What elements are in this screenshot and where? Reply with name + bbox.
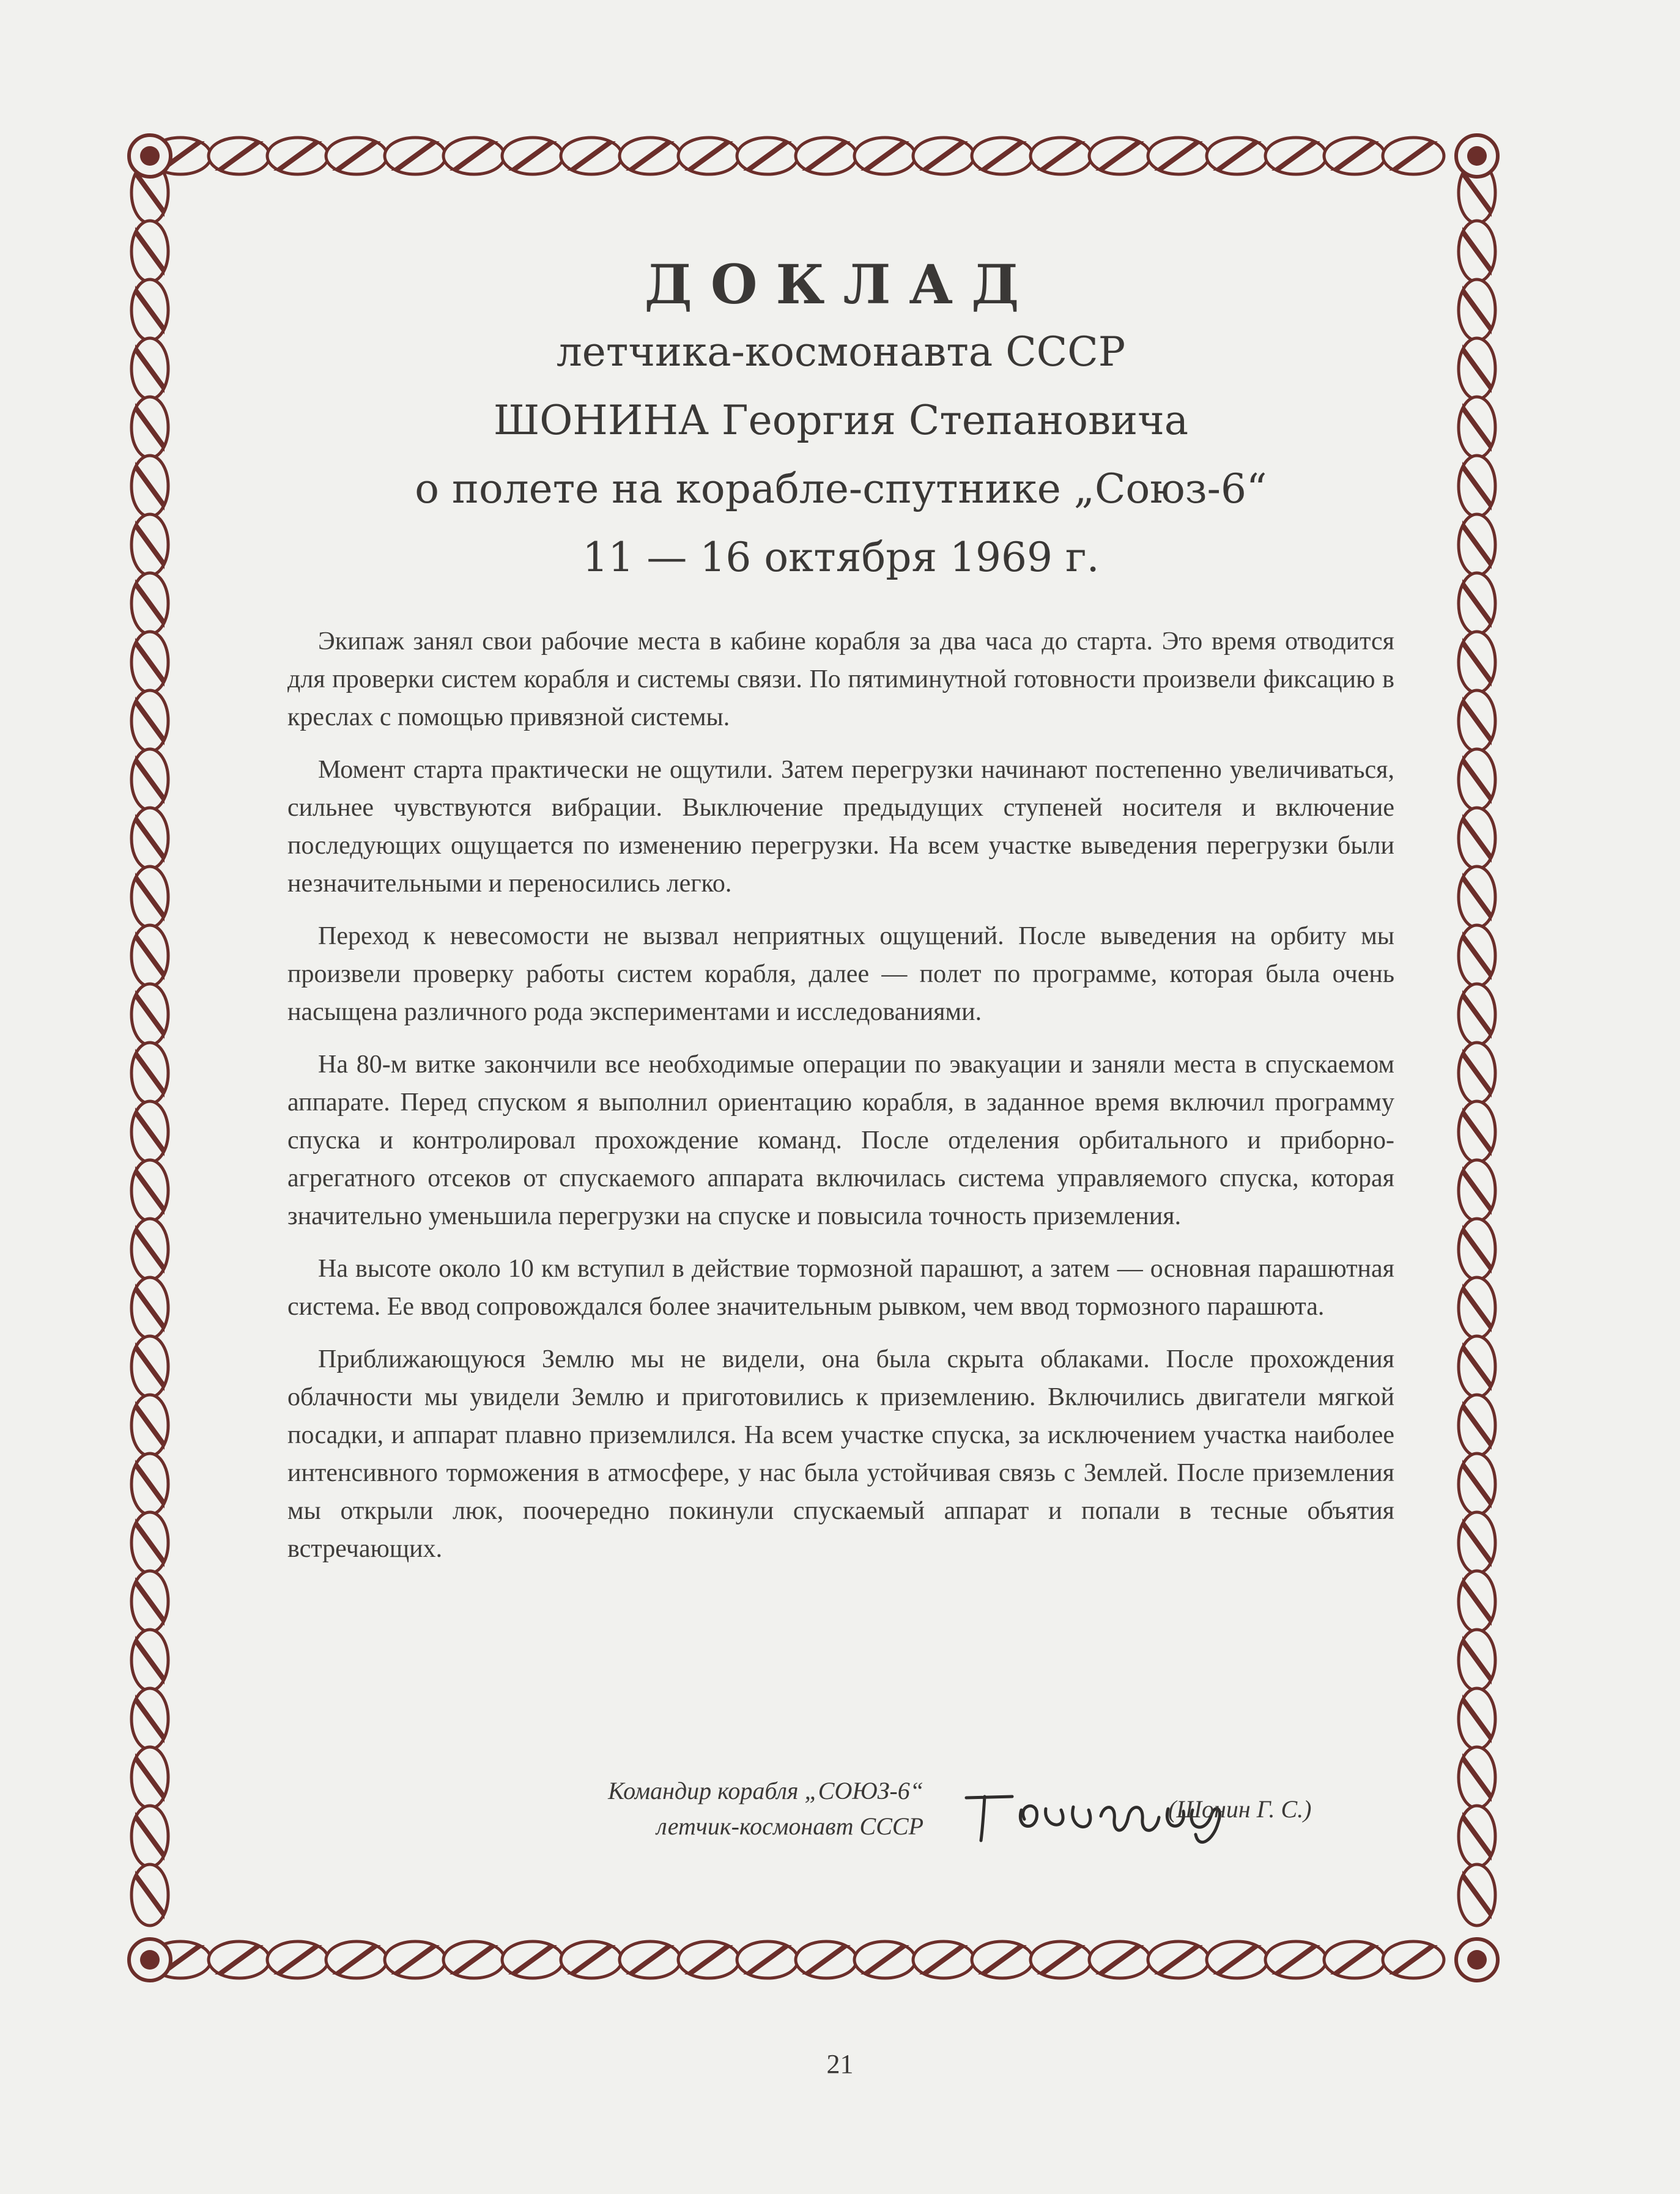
document-body xyxy=(287,245,1394,1865)
paragraph: На 80-м витке закончили все необходимые операции по эвакуации и заняли места в спускаемом аппарате. Перед спуском я выполнил ориентацию корабля, в заданное время включил программу спуска и контролировал прохождение команд. После отделения орбитального и приборно-агрегатного отсеков от спускаемого аппарата включилась система управляемого спуска, которая значительно уменьшила перегрузки на спуске и повысила точность приземления. xyxy=(287,1051,1394,1230)
signature-block xyxy=(287,1773,1394,1871)
report-text xyxy=(287,622,1394,1568)
subtitle-line-dates: 11 — 16 октября 1969 г. xyxy=(582,534,1100,581)
rank-line-commander: Командир корабля „СОЮЗ-6“ xyxy=(608,1777,923,1804)
subtitle-line-flight: о полете на корабле-спутнике „Союз-6“ xyxy=(415,465,1267,512)
signatory-name: (Шонин Г. С.) xyxy=(1168,1795,1312,1823)
subtitle-line-author-name: ШОНИНА Георгия Степановича xyxy=(493,397,1189,444)
page-number: 21 xyxy=(826,2049,854,2079)
paragraph: Момент старта практически не ощутили. Затем перегрузки начинают постепенно увеличиваться, сильнее чувствуются вибрации. Выключение предыдущих ступеней носителя и включение последующих ощущается по изменению перегрузки. На всем участке выведения перегрузки были незначительными и переносились легко. xyxy=(287,756,1394,898)
paragraph: Приближающуюся Землю мы не видели, она была скрыта облаками. После прохождения облачности мы увидели Землю и приготовились к приземлению. Включились двигатели мягкой посадки, и аппарат плавно приземлился. На всем участке спуска, за исключением участка наиболее интенсивного торможения в атмосфере, у нас была устойчивая связь с Землей. После приземления мы открыли люк, поочередно покинули спускаемый аппарат и попали в тесные объятия встречающих. xyxy=(287,1345,1394,1563)
paragraph: На высоте около 10 км вступил в действие тормозной парашют, а затем — основная парашютная система. Ее ввод сопровождался более значительным рывком, чем ввод тормозного парашюта. xyxy=(287,1255,1394,1321)
rank-line-cosmonaut: летчик-космонавт СССР xyxy=(656,1812,923,1840)
subtitle-block xyxy=(287,318,1394,592)
paragraph: Экипаж занял свои рабочие места в кабине корабля за два часа до старта. Это время отводится для проверки систем корабля и системы связи. По пятиминутной готовности произвели фиксацию в креслах с помощью привязной системы. xyxy=(287,627,1394,731)
commander-rank xyxy=(398,1773,923,1844)
document-title: ДОКЛАД xyxy=(644,253,1038,316)
subtitle-line-author-rank: летчика-космонавта СССР xyxy=(556,328,1126,375)
paragraph: Переход к невесомости не вызвал неприятных ощущений. После выведения на орбиту мы произвели проверку работы систем корабля, далее — полет по программе, которая была очень насыщена различного рода экспериментами и исследованиями. xyxy=(287,922,1394,1026)
